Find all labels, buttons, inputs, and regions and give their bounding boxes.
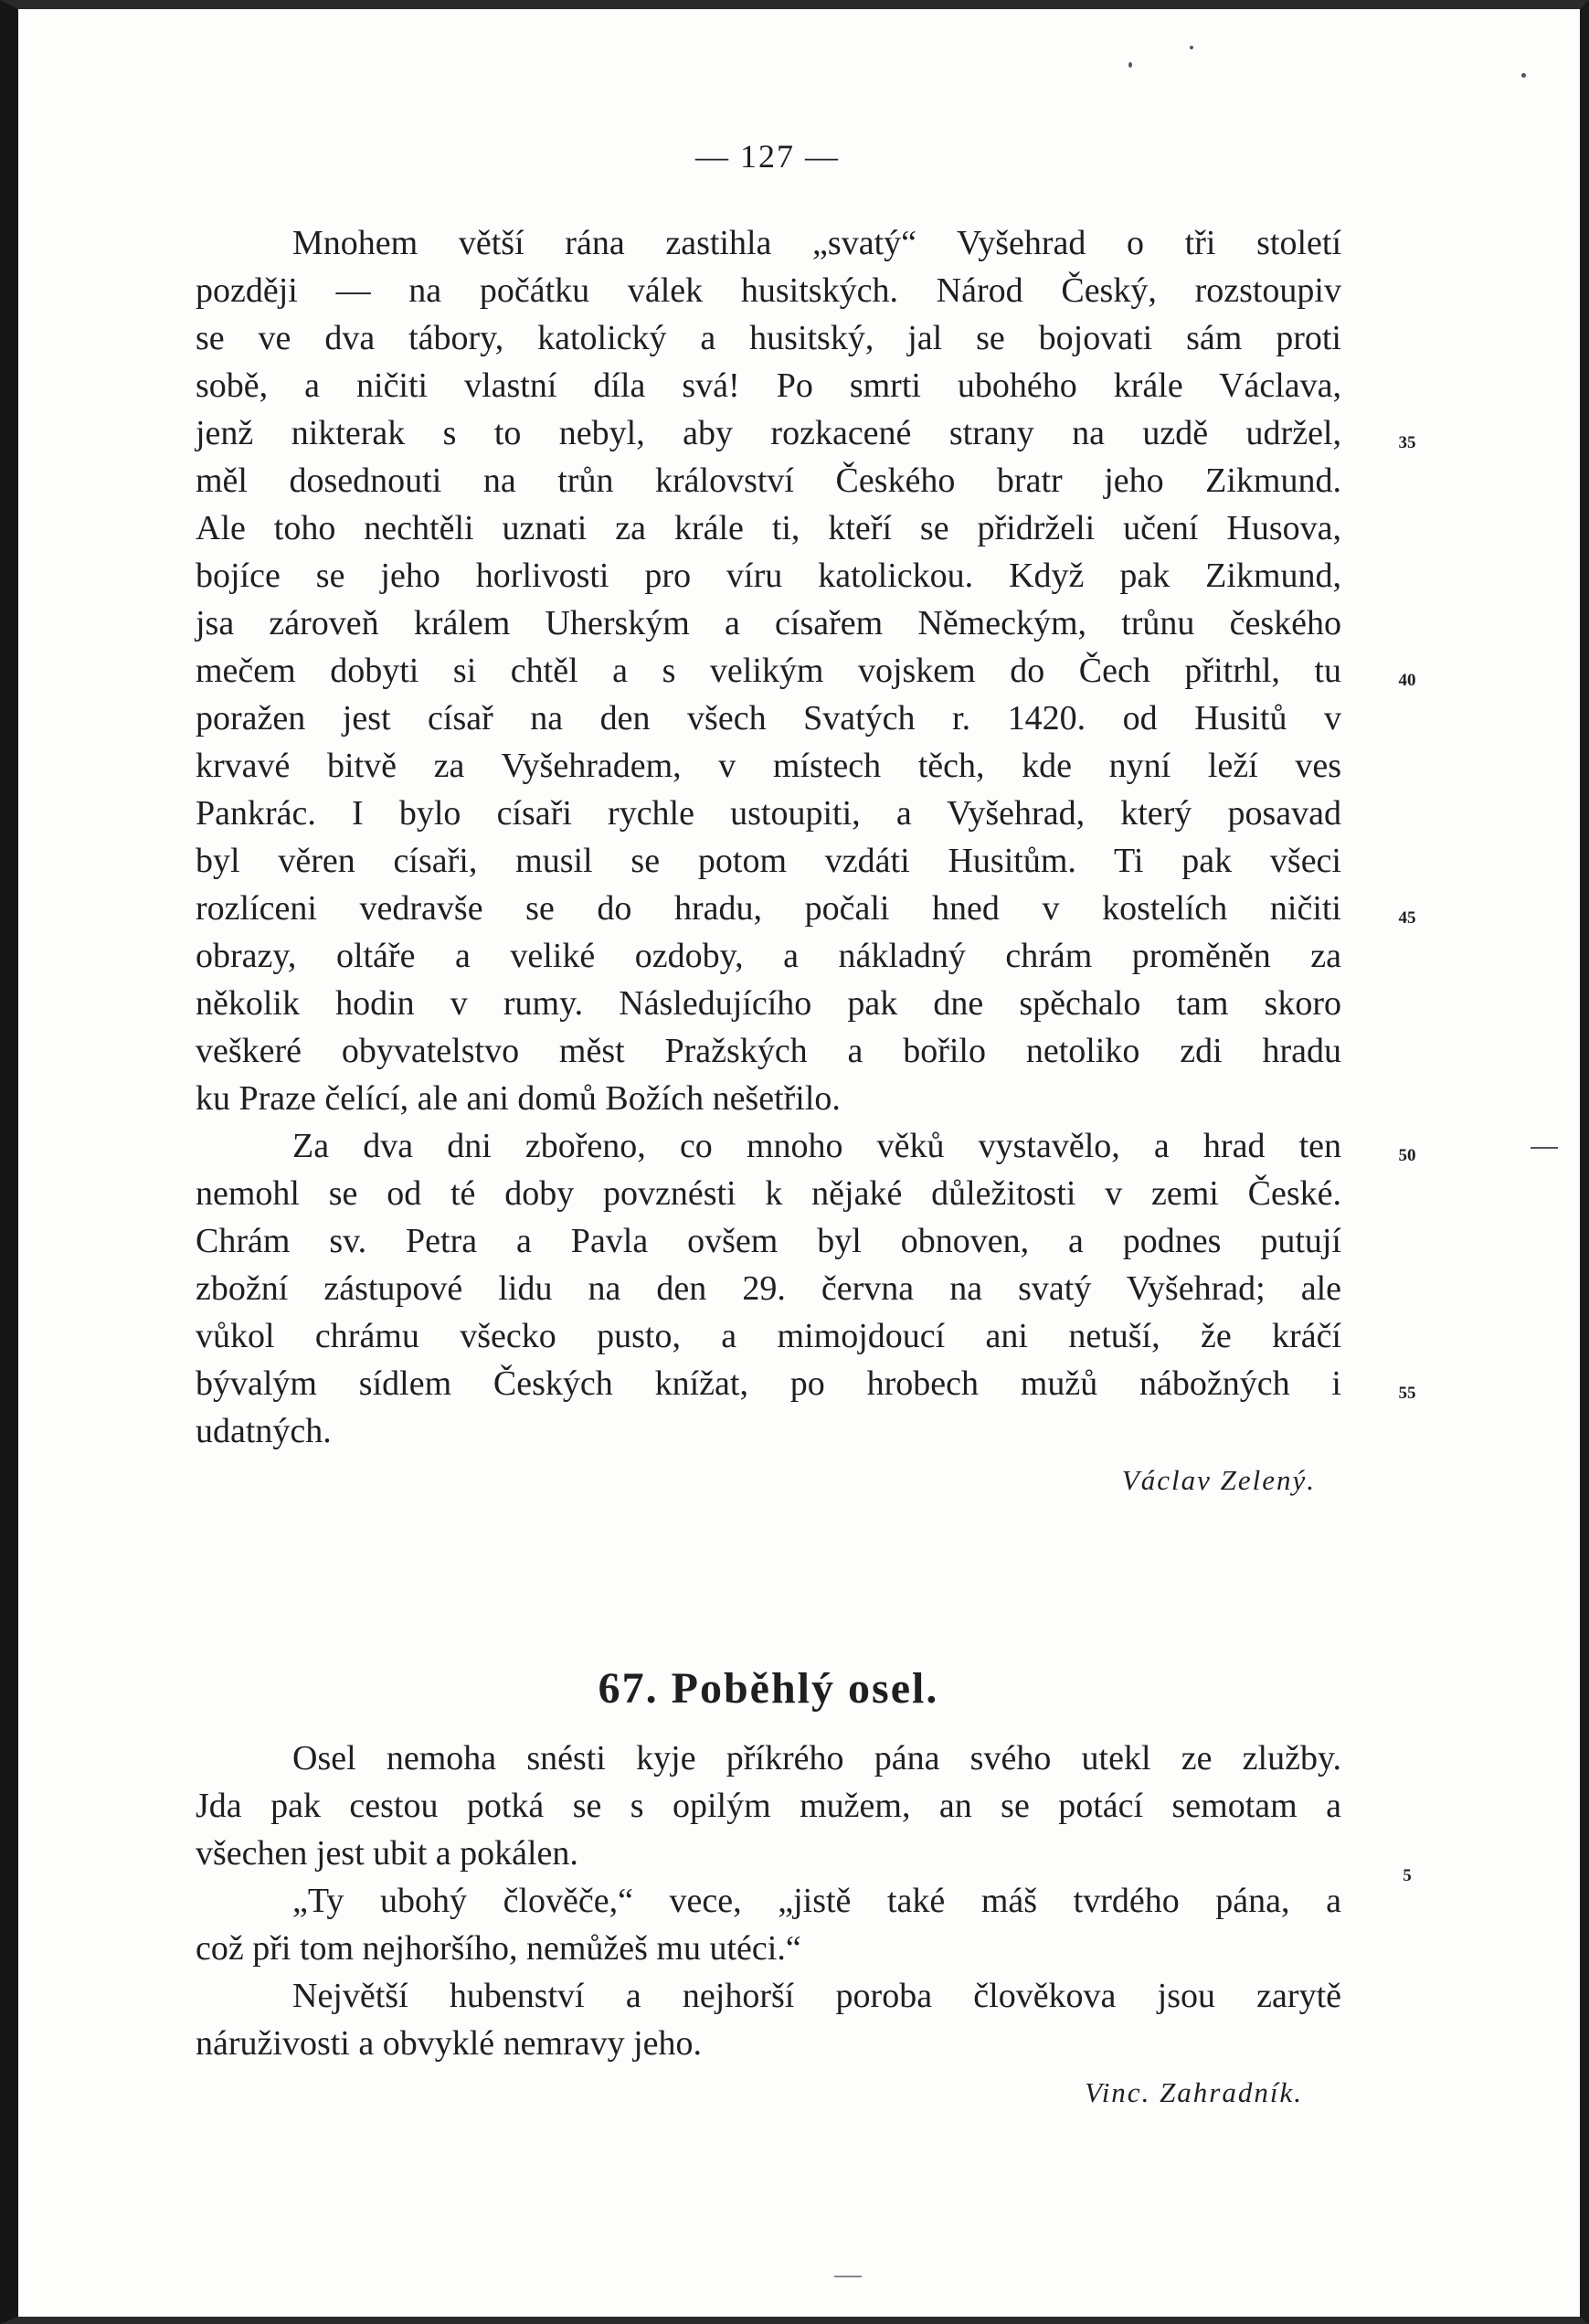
section-gap — [196, 1506, 1341, 1643]
text-line: Největší hubenství a nejhorší poroba člověkova jsou zarytě — [292, 1977, 1341, 2015]
margin-line-number: 50 — [1398, 1146, 1416, 1165]
section-heading: 67. Poběhlý osel. — [598, 1664, 939, 1713]
paper-speck — [834, 2276, 862, 2277]
text-line: Chrám sv. Petra a Pavla ovšem byl obnoven, a podnes putují — [196, 1222, 1341, 1260]
paper-speck — [1128, 62, 1132, 68]
text-line: krvavé bitvě za Vyšehradem, v místech těch, kde nyní leží ves — [196, 747, 1341, 785]
text-line: bojíce se jeho horlivosti pro víru katolickou. Když pak Zikmund, — [196, 557, 1341, 595]
paper-speck — [1190, 46, 1193, 49]
text-line: „Ty ubohý člověče,“ vece, „jistě také máš tvrdého pána, a — [292, 1882, 1341, 1920]
section-vysehrad-text — [196, 219, 1341, 2118]
text-line: se ve dva tábory, katolický a husitský, jal se bojovati sám proti — [196, 319, 1341, 357]
text-line: měl dosednouti na trůn království Českého bratr jeho Zikmund. — [196, 462, 1341, 500]
paper-speck — [1531, 1147, 1558, 1149]
text-line: rozlíceni vedravše se do hradu, počali hned v kostelích ničiti — [196, 889, 1341, 928]
paper-speck — [1521, 73, 1526, 78]
text-line: veškeré obyvatelstvo měst Pražských a bořilo netoliko zdi hradu — [196, 1032, 1341, 1070]
text-line: poražen jest císař na den všech Svatých r. 1420. od Husitů v — [196, 699, 1341, 738]
margin-line-number: 5 — [1403, 1866, 1412, 1885]
text-line: byl věren císaři, musil se potom vzdáti Husitům. Ti pak všeci — [196, 842, 1341, 880]
text-line: bývalým sídlem Českých knížat, po hrobech mužů nábožných i — [196, 1364, 1341, 1403]
text-line: jsa zároveň králem Uherským a císařem Německým, trůnu českého — [196, 604, 1341, 642]
text-line: všechen jest ubit a pokálen. — [196, 1834, 578, 1873]
text-line: obrazy, oltáře a veliké ozdoby, a nákladný chrám proměněn za — [196, 937, 1341, 975]
text-line: udatných. — [196, 1412, 332, 1450]
text-line: Osel nemoha snésti kyje příkrého pána svého utekl ze zlužby. — [292, 1739, 1341, 1777]
margin-line-number: 35 — [1398, 433, 1416, 452]
text-line: Ale toho nechtěli uznati za krále ti, kteří se přidrželi učení Husova, — [196, 509, 1341, 547]
text-line: Jda pak cestou potká se s opilým mužem, an se potácí semotam a — [196, 1787, 1341, 1825]
text-line: později — na počátku válek husitských. Národ Český, rozstoupiv — [196, 271, 1341, 310]
text-line: vůkol chrámu všecko pusto, a mimojdoucí ani netuší, že kráčí — [196, 1317, 1341, 1355]
text-line: Pankrác. I bylo císaři rychle ustoupiti, a Vyšehrad, který posavad — [196, 794, 1341, 833]
text-line: nemohl se od té doby povznésti k nějaké důležitosti v zemi České. — [196, 1174, 1341, 1213]
margin-line-number: 55 — [1398, 1384, 1416, 1403]
text-line: několik hodin v rumy. Následujícího pak dne spěchalo tam skoro — [196, 984, 1341, 1023]
text-line: ku Praze čelící, ale ani domů Božích nešetřilo. — [196, 1079, 841, 1118]
text-line: zbožní zástupové lidu na den 29. června na svatý Vyšehrad; ale — [196, 1269, 1341, 1308]
text-line: jenž nikterak s to nebyl, aby rozkacené strany na uzdě udržel, — [196, 414, 1341, 452]
author-signature: Václav Zelený. — [1121, 1464, 1316, 1496]
text-line: Za dva dni zbořeno, co mnoho věků vystavělo, a hrad ten — [292, 1127, 1341, 1165]
author-signature: Vinc. Zahradník. — [1085, 2076, 1303, 2108]
text-line: což při tom nejhoršího, nemůžeš mu utéci.“ — [196, 1929, 801, 1968]
text-line: mečem dobyti si chtěl a s velikým vojskem do Čech přitrhl, tu — [196, 652, 1341, 690]
margin-line-number: 45 — [1398, 908, 1416, 928]
page-number: — 127 — — [695, 138, 840, 175]
margin-line-number: 40 — [1398, 671, 1416, 690]
text-line: Mnohem větší rána zastihla „svatý“ Vyšehrad o tři století — [292, 224, 1341, 262]
text-line: sobě, a ničiti vlastní díla svá! Po smrti ubohého krále Václava, — [196, 366, 1341, 405]
text-line: náruživosti a obvyklé nemravy jeho. — [196, 2024, 703, 2063]
